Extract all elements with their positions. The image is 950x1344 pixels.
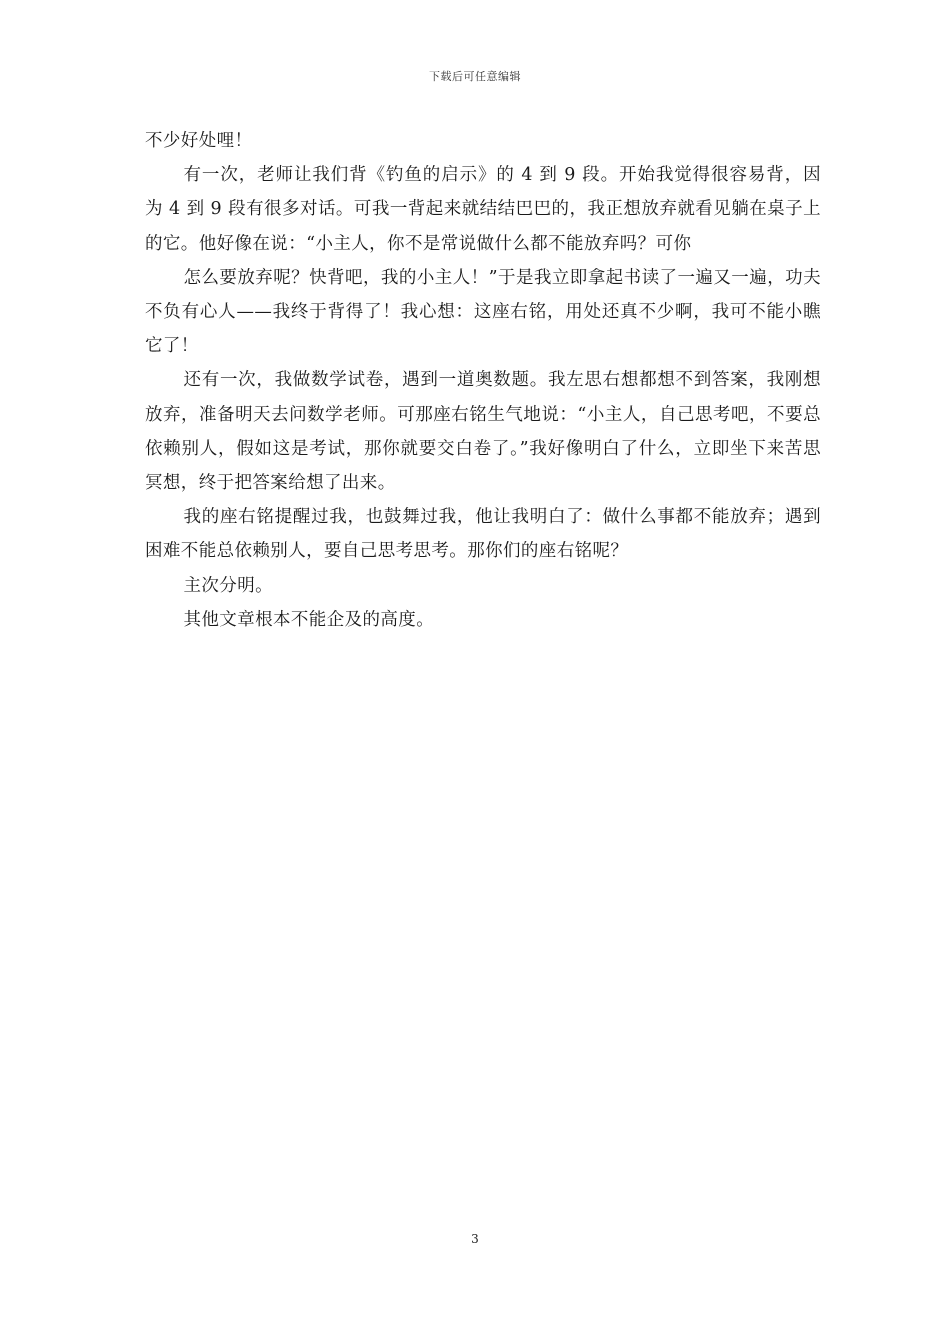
paragraph: 不少好处哩！	[145, 131, 253, 151]
paragraph: 我的座右铭提醒过我，也鼓舞过我，他让我明白了：做什么事都不能放弃；遇到困难不能总依赖别人，要自己思考思考。那你们的座右铭呢？	[145, 507, 821, 562]
paragraph: 主次分明。	[183, 575, 273, 596]
paragraph: 有一次，老师让我们背《钓鱼的启示》的 4 到 9 段。开始我觉得很容易背，因为 4 到 9 段有很多对话。可我一背起来就结结巴巴的，我正想放弃就看见躺在桌子上的它。他好像在说：“小主人，你不是常说做什么都不能放弃吗？可你	[145, 165, 821, 254]
page-header: 下载后可任意编辑	[429, 70, 521, 83]
paragraph: 还有一次，我做数学试卷，遇到一道奥数题。我左思右想都想不到答案，我刚想放弃，准备明天去问数学老师。可那座右铭生气地说：“小主人，自己思考吧，不要总依赖别人，假如这是考试，那你就要交白卷了。”我好像明白了什么，立即坐下来苦思冥想，终于把答案给想了出来。	[145, 370, 821, 494]
paragraph: 怎么要放弃呢？快背吧，我的小主人！”于是我立即拿起书读了一遍又一遍，功夫不负有心人——我终于背得了！我心想：这座右铭，用处还真不少啊，我可不能小瞧它了！	[145, 267, 821, 357]
paragraph: 其他文章根本不能企及的高度。	[183, 609, 435, 630]
body-text	[145, 124, 821, 637]
page-number: 3	[471, 1232, 479, 1246]
